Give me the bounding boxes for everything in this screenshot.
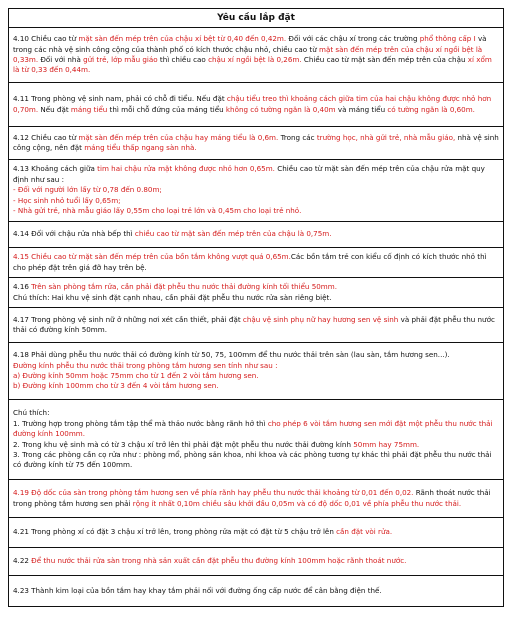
row-line — [13, 34, 499, 76]
table-row — [9, 160, 503, 222]
body-text: 4.23 Thành kim loại của bồn tắm hay khay tắm phải nối với đường ống cấp nước để cân bằng điện thế. — [13, 585, 382, 595]
highlighted-text: cần đặt vòi rửa. — [336, 527, 393, 537]
highlighted-text: 4.19 Độ dốc của sàn trong phòng tắm hương sen về phía rãnh hay phễu thu nước thải khoảng từ 0,01 đến 0,02. — [13, 488, 414, 498]
highlighted-text: có tường ngăn là 0,60m. — [387, 104, 475, 114]
table-row — [9, 83, 503, 127]
table-header — [9, 9, 503, 28]
body-text: và máng tiểu — [335, 104, 388, 114]
body-text: Nếu đặt — [38, 104, 71, 114]
row-line — [13, 94, 499, 115]
row-line — [13, 185, 499, 195]
highlighted-text: Đường kính phễu thu nước thải trong phòng tắm hương sen tính như sau : — [13, 360, 278, 370]
table-row — [9, 548, 503, 576]
row-line — [13, 419, 499, 440]
table-row — [9, 127, 503, 160]
highlighted-text: Để thu nước thải rửa sàn trong nhà sản xuất cần đặt phễu thu đường kính 100mm hoặc rãnh thoát nước. — [31, 556, 407, 566]
row-line — [13, 196, 499, 206]
row-line — [13, 556, 499, 566]
row-line — [13, 350, 499, 360]
row-line — [13, 586, 499, 596]
row-line — [13, 206, 499, 216]
highlighted-text: chiều cao từ mặt sàn đến mép trên của chậu là 0,75m. — [134, 229, 332, 239]
body-text: Chú thích: Hai khu vệ sinh đặt cạnh nhau, cần phải đặt phễu thu nước rửa sàn riêng biệt. — [13, 292, 332, 302]
highlighted-text: trường học, nhà gửi trẻ, nhà mẫu giáo, — [316, 132, 456, 142]
body-text: Chú thích: — [13, 408, 50, 418]
row-line — [13, 229, 499, 239]
body-text: 4.10 Chiều cao từ — [13, 34, 79, 44]
highlighted-text: gửi trẻ, lớp mẫu giáo — [83, 55, 158, 64]
body-text: Đối với các chậu xí trong các trường — [286, 34, 420, 44]
body-text: 1. Trường hợp trong phòng tắm tập thể mà thảo nước bằng rãnh hở thì — [13, 418, 268, 428]
row-line — [13, 164, 499, 185]
row-line — [13, 371, 499, 381]
highlighted-text: a) Đường kính 50mm hoặc 75mm cho từ 1 đến 2 vòi tắm hương sen. — [13, 371, 259, 380]
row-line — [13, 440, 499, 450]
table-row — [9, 576, 503, 606]
table-row — [9, 222, 503, 248]
body-text: Chiều cao từ mặt sàn đến mép trên của chậu rửa mặt quy định như sau : — [13, 164, 485, 184]
table-title: Yêu cầu lắp đặt — [217, 13, 295, 23]
row-line — [13, 488, 499, 509]
highlighted-text: chậu tiểu treo thì khoảng cách giữa tim của hai chậu không được nhỏ hơn 0,70m. — [13, 94, 492, 114]
row-line — [13, 133, 499, 154]
row-line — [13, 252, 499, 273]
body-text: 4.17 Trong phòng vệ sinh nữ ở những nơi xét cần thiết, phải đặt — [13, 314, 243, 324]
highlighted-text: tim hai chậu rửa mặt không được nhỏ hơn 0,65m. — [97, 164, 275, 174]
body-text: 4.21 Trong phòng xí có đặt 3 chậu xí trở lên, trong phòng rửa mặt có đặt từ 5 chậu trở lên — [13, 527, 337, 537]
body-text: 4.22 — [13, 556, 32, 566]
body-text: và trong các nhà vệ sinh công cộng của thành phố có kích thước chậu nhỏ, chiều cao từ — [13, 34, 487, 54]
highlighted-text: Trên sàn phòng tắm rửa, cần phải đặt phễu thu nước thải đường kính tối thiểu 50mm. — [31, 282, 337, 292]
row-line — [13, 361, 499, 371]
body-text: Các bồn tắm trẻ con kiểu cố định có kích thước nhỏ thì cho phép đặt trên giá đỡ hay trên bệ. — [13, 252, 487, 272]
highlighted-text: mặt sàn đến mép trên của chậu xí ngồi bệt là 0,33m. — [13, 44, 483, 64]
body-text: Đối với nhà — [38, 55, 84, 64]
table-row — [9, 308, 503, 343]
body-text: 2. Trong khu vệ sinh mà có từ 3 chậu xí trở lên thì phải đặt một phễu thu nước thải đường kính — [13, 439, 354, 449]
highlighted-text: không có tường ngăn là 0,40m — [225, 104, 336, 114]
body-text: Chiều cao từ mặt sàn đến mép trên của chậu — [301, 55, 468, 64]
row-line — [13, 293, 499, 303]
highlighted-text: máng tiểu — [70, 104, 108, 114]
body-text: 4.12 Chiều cao từ — [13, 132, 79, 142]
highlighted-text: xí xổm là từ 0,33 đến 0,44m. — [13, 55, 492, 75]
highlighted-text: - Học sinh nhỏ tuổi lấy 0,65m; — [13, 195, 121, 205]
row-line — [13, 527, 499, 537]
body-text: 4.18 Phải dùng phễu thu nước thải có đường kính từ 50, 75, 100mm để thu nước thải trên sàn (lau sàn, tắm hương sen...). — [13, 350, 450, 360]
highlighted-text: chậu xí ngồi bệt là 0,26m. — [208, 55, 302, 64]
row-line — [13, 408, 499, 418]
highlighted-text: - Nhà gửi trẻ, nhà mẫu giáo lấy 0,55m cho loại trẻ lớn và 0,45m cho loại trẻ nhỏ. — [13, 206, 302, 216]
table-row — [9, 278, 503, 308]
requirements-table — [8, 8, 504, 607]
table-row — [9, 343, 503, 400]
row-line — [13, 381, 499, 391]
highlighted-text: chậu vệ sinh phụ nữ hay hương sen vệ sinh — [242, 314, 399, 324]
highlighted-text: mặt sàn đến mép trên của chậu hay máng tiểu là 0,6m. — [78, 132, 279, 142]
highlighted-text: - Đối với người lớn lấy từ 0,78 đến 0.80m; — [13, 185, 162, 195]
body-text: thì mỗi chỗ đứng của máng tiểu — [107, 104, 226, 114]
table-row — [9, 480, 503, 518]
body-text: 4.13 Khoảng cách giữa — [13, 164, 98, 174]
highlighted-text: cho phép 6 vòi tắm hương sen mới đặt một phễu thu nước thải đường kính 100mm. — [13, 418, 493, 439]
table-row — [9, 28, 503, 83]
body-text: Rãnh thoát nước thải trong phòng tắm hương sen phải — [13, 488, 491, 508]
table-row — [9, 400, 503, 480]
body-text: Trong các — [278, 132, 317, 142]
highlighted-text: 4.15 Chiều cao từ mặt sàn đến mép trên của bồn tắm không vượt quá 0,65m. — [13, 252, 291, 262]
body-text: 4.16 — [13, 282, 32, 292]
highlighted-text: rộng ít nhất 0,10m chiều sâu khởi đầu 0,05m và có độ dốc 0,01 về phía phễu thu nước thải. — [132, 498, 462, 508]
row-line — [13, 450, 499, 471]
body-text: nhà vệ sinh công cộng, nên đặt — [13, 132, 499, 152]
body-text: 3. Trong các phòng cần cọ rửa như : phòng mổ, phòng sản khoa, nhi khoa và các phòng tương tự khác thì phải đặt phễu thu nước thải có đường kính từ 75 đến 100mm. — [13, 449, 492, 470]
highlighted-text: b) Đường kính 100mm cho từ 3 đến 4 vòi tắm hương sen. — [13, 381, 219, 391]
row-line — [13, 282, 499, 292]
highlighted-text: 50mm hay 75mm. — [353, 439, 420, 449]
body-text: 4.14 Đối với chậu rửa nhà bếp thì — [13, 229, 135, 239]
body-text: và phải đặt phễu thu nước thải có đường kính 50mm. — [13, 314, 495, 334]
table-row — [9, 248, 503, 278]
table-row — [9, 518, 503, 548]
body-text: 4.11 Trong phòng vệ sinh nam, phải có chỗ đi tiểu. Nếu đặt — [13, 94, 227, 104]
row-line — [13, 315, 499, 336]
highlighted-text: máng tiểu thấp ngang sàn nhà. — [84, 143, 197, 152]
body-text: thì chiều cao — [157, 55, 209, 64]
highlighted-text: mặt sàn đến mép trên của chậu xí bệt từ 0,40 đến 0,42m. — [78, 34, 287, 44]
highlighted-text: phổ thông cấp I — [419, 34, 476, 44]
